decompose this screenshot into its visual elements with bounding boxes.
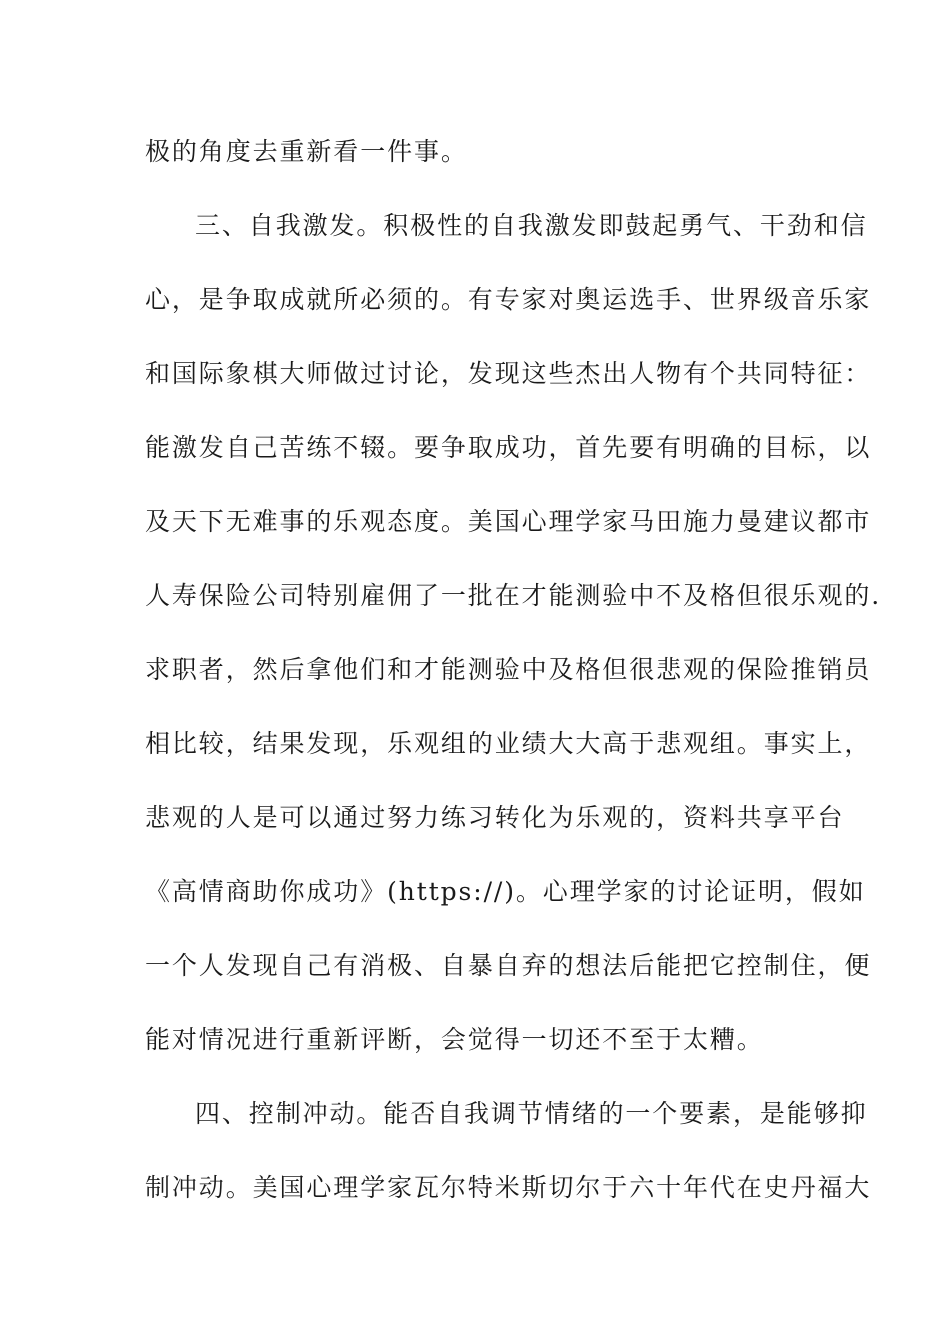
text-line: 极的角度去重新看一件事。	[145, 137, 468, 166]
text-line: 制冲动。美国心理学家瓦尔特米斯切尔于六十年代在史丹福大	[145, 1173, 872, 1202]
text-line: 及天下无难事的乐观态度。美国心理学家马田施力曼建议都市	[145, 507, 872, 536]
paragraph-first-line: 三、自我激发。积极性的自我激发即鼓起勇气、干劲和信	[195, 211, 868, 240]
text-line: 一个人发现自己有消极、自暴自弃的想法后能把它控制住，便	[145, 951, 872, 980]
paragraph-first-line: 四、控制冲动。能否自我调节情绪的一个要素，是能够抑	[195, 1099, 868, 1128]
text-line: 人寿保险公司特别雇佣了一批在才能测验中不及格但很乐观的.	[145, 581, 882, 610]
text-line: 《高情商助你成功》(https://)。心理学家的讨论证明，假如	[145, 877, 866, 906]
text-line: 能激发自己苦练不辍。要争取成功，首先要有明确的目标，以	[145, 433, 872, 462]
text-line: 心，是争取成就所必须的。有专家对奥运选手、世界级音乐家	[145, 285, 872, 314]
text-line: 悲观的人是可以通过努力练习转化为乐观的，资料共享平台	[145, 803, 845, 832]
text-line: 相比较，结果发现，乐观组的业绩大大高于悲观组。事实上，	[145, 729, 872, 758]
text-line: 能对情况进行重新评断，会觉得一切还不至于太糟。	[145, 1025, 764, 1054]
text-line: 求职者，然后拿他们和才能测验中及格但很悲观的保险推销员	[145, 655, 872, 684]
text-line: 和国际象棋大师做过讨论，发现这些杰出人物有个共同特征：	[145, 359, 872, 388]
